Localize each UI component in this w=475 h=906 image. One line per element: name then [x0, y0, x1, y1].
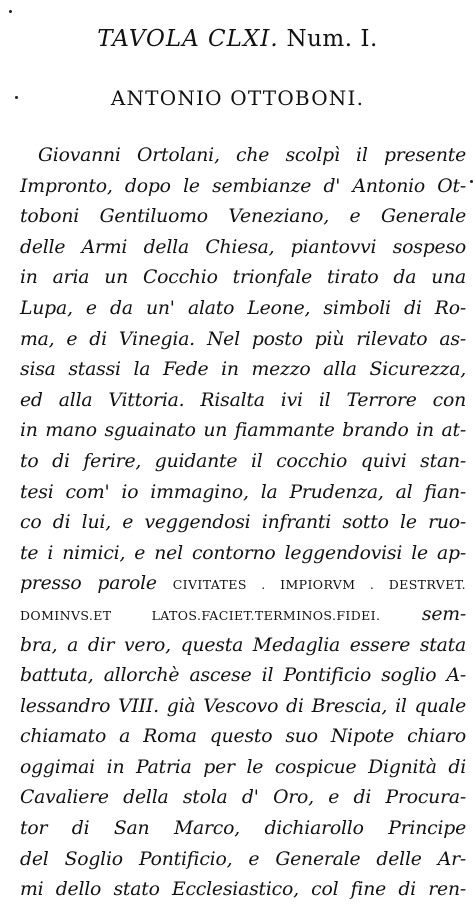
text-line — [20, 141, 466, 172]
text-segment: presso parole — [20, 573, 173, 595]
ink-speck — [9, 10, 12, 13]
text-line — [20, 783, 466, 814]
text-line — [20, 569, 466, 600]
plate-number: Num. I. — [286, 26, 378, 52]
text-line — [20, 600, 466, 631]
text-segment: bra, a dir vero, questa Medaglia essere stata — [20, 634, 466, 656]
text-line — [20, 233, 466, 264]
text-segment: oggimai in Patria per le cospicue Dignità di — [20, 756, 466, 778]
text-line — [20, 202, 466, 233]
text-segment: tesi com' io immagino, la Prudenza, al fian- — [20, 481, 466, 503]
text-segment: co di lui, e veggendosi infranti sotto le ruo- — [20, 512, 466, 534]
text-segment: sisa stassi la Fede in mezzo alla Sicurezza, — [20, 359, 466, 381]
ink-speck — [470, 180, 473, 183]
plate-heading — [0, 26, 475, 52]
text-line — [20, 875, 466, 906]
text-segment: ed alla Vittoria. Risalta ivi il Terrore con — [20, 389, 466, 411]
text-line — [20, 386, 466, 417]
text-line — [20, 325, 466, 356]
text-segment: tor di San Marco, dichiarollo Principe — [20, 818, 466, 840]
text-segment: Impronto, dopo le sembianze d' Antonio Ot- — [20, 175, 466, 197]
text-line — [20, 478, 466, 509]
text-line — [20, 722, 466, 753]
text-segment: delle Armi della Chiesa, piantovvi sospeso — [20, 236, 466, 258]
text-segment: battuta, allorchè ascese il Pontificio soglio A- — [20, 665, 466, 687]
text-segment: del Soglio Pontificio, e Generale delle Ar- — [20, 848, 466, 870]
text-line — [20, 355, 466, 386]
smallcaps-inscription: CIVITATES . IMPIORVM . DESTRVET. — [172, 577, 466, 593]
text-segment: lessandro VIII. già Vescovo di Brescia, il quale — [20, 695, 466, 717]
text-line — [20, 753, 466, 784]
text-line — [20, 416, 466, 447]
text-line — [20, 631, 466, 662]
text-segment: Cavaliere della stola d' Oro, e di Procura- — [20, 787, 466, 809]
text-segment: Lupa, e da un' alato Leone, simboli di Ro- — [20, 297, 466, 319]
text-line — [20, 508, 466, 539]
text-line — [20, 294, 466, 325]
text-segment: chiamato a Roma questo suo Nipote chiaro — [20, 726, 466, 748]
text-line — [20, 539, 466, 570]
text-segment: Giovanni Ortolani, che scolpì il presente — [38, 145, 466, 166]
text-segment: toboni Gentiluomo Veneziano, e Generale — [20, 206, 466, 228]
text-line — [20, 692, 466, 723]
body-text — [20, 141, 466, 906]
text-segment: to di ferire, guidante il cocchio quivi stan- — [20, 450, 466, 472]
smallcaps-inscription: DOMINVS.ET LATOS.FACIET.TERMINOS.FIDEI. — [20, 607, 381, 623]
plate-label: TAVOLA CLXI. — [97, 26, 279, 52]
text-segment: sem- — [380, 603, 466, 625]
text-line — [20, 447, 466, 478]
text-line — [20, 263, 466, 294]
text-segment: in mano sguainato un fiammante brando in at- — [20, 420, 466, 442]
text-segment: ma, e di Vinegia. Nel posto più rilevato as- — [20, 328, 466, 350]
text-line — [20, 814, 466, 845]
text-line — [20, 661, 466, 692]
text-line — [20, 172, 466, 203]
text-line — [20, 845, 466, 876]
text-segment: mi dello stato Ecclesiastico, col fine di ren- — [20, 879, 466, 901]
text-segment: te i nimici, e nel contorno leggendovisi le ap- — [20, 542, 466, 564]
text-segment: in aria un Cocchio trionfale tirato da una — [20, 267, 466, 289]
subject-title: ANTONIO OTTOBONI. — [110, 86, 365, 110]
